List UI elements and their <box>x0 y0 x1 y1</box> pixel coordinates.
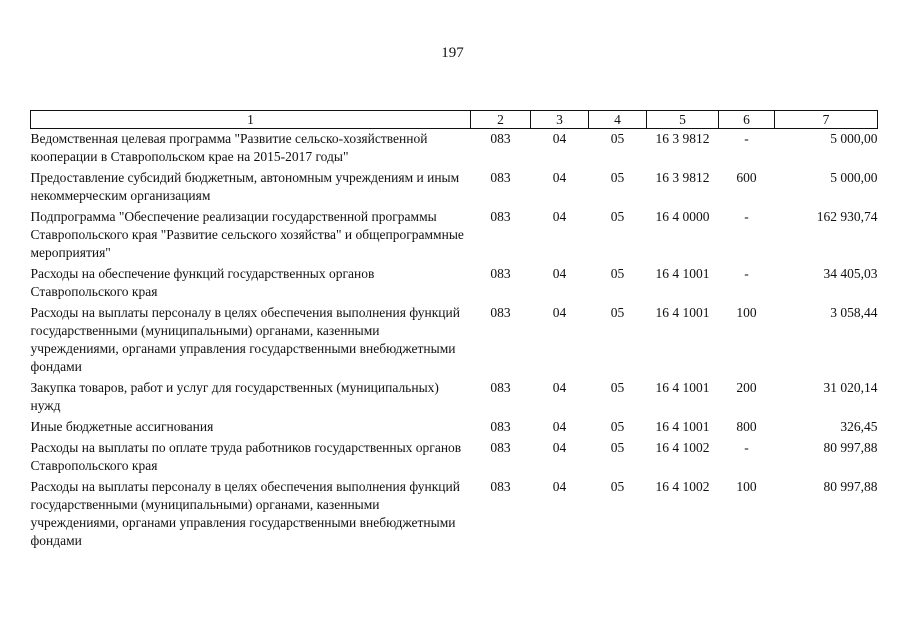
table-row <box>31 477 878 552</box>
subsection-code: 05 <box>610 419 625 434</box>
table-row <box>31 168 878 207</box>
ministry-code: 083 <box>490 266 511 281</box>
section-code: 04 <box>552 380 567 395</box>
expense-type-code: 100 <box>736 305 757 320</box>
target-article-code: 16 4 1002 <box>655 479 710 494</box>
amount: 31 020,14 <box>823 380 878 395</box>
expense-type-code: - <box>744 440 749 455</box>
amount: 5 000,00 <box>830 170 878 185</box>
section-code: 04 <box>552 440 567 455</box>
target-article-code: 16 4 1001 <box>655 380 710 395</box>
item-name: Расходы на выплаты персоналу в целях обеспечения выполнения функций государственными (муниципальными) органами, казенными учреждениями, органами управления государственными внебюджетными фондами <box>30 305 460 374</box>
item-name: Расходы на выплаты по оплате труда работников государственных органов Ставропольского края <box>30 440 462 473</box>
expense-type-code: - <box>744 209 749 224</box>
subsection-code: 05 <box>610 209 625 224</box>
amount: 162 930,74 <box>816 209 878 224</box>
section-code: 04 <box>552 419 567 434</box>
item-name: Иные бюджетные ассигнования <box>30 419 214 434</box>
subsection-code: 05 <box>610 440 625 455</box>
section-code: 04 <box>552 305 567 320</box>
subsection-code: 05 <box>610 380 625 395</box>
ministry-code: 083 <box>490 440 511 455</box>
column-header-5: 5 <box>647 111 719 129</box>
target-article-code: 16 3 9812 <box>655 131 710 146</box>
column-header-1: 1 <box>31 111 471 129</box>
subsection-code: 05 <box>610 170 625 185</box>
section-code: 04 <box>552 131 567 146</box>
item-name: Расходы на обеспечение функций государственных органов Ставропольского края <box>30 266 375 299</box>
target-article-code: 16 4 1002 <box>655 440 710 455</box>
item-name: Подпрограмма "Обеспечение реализации государственной программы Ставропольского края "Развитие сельского хозяйства" и общепрограммные мероприятия" <box>30 209 464 260</box>
expense-type-code: 200 <box>736 380 757 395</box>
item-name: Закупка товаров, работ и услуг для государственных (муниципальных) нужд <box>30 380 439 413</box>
section-code: 04 <box>552 479 567 494</box>
amount: 80 997,88 <box>823 440 878 455</box>
table-row <box>31 438 878 477</box>
table-row <box>31 378 878 417</box>
target-article-code: 16 4 1001 <box>655 266 710 281</box>
target-article-code: 16 4 1001 <box>655 419 710 434</box>
subsection-code: 05 <box>610 305 625 320</box>
table-row <box>31 264 878 303</box>
amount: 3 058,44 <box>830 305 878 320</box>
page-number: 197 <box>441 45 464 61</box>
item-name: Ведомственная целевая программа "Развитие сельско-хозяйственной кооперации в Ставропольском крае на 2015-2017 годы" <box>30 131 428 164</box>
expense-type-code: - <box>744 266 749 281</box>
expense-type-code: 800 <box>736 419 757 434</box>
column-header-3: 3 <box>531 111 589 129</box>
amount: 34 405,03 <box>823 266 878 281</box>
expense-type-code: - <box>744 131 749 146</box>
target-article-code: 16 4 1001 <box>655 305 710 320</box>
column-header-4: 4 <box>589 111 647 129</box>
target-article-code: 16 4 0000 <box>655 209 710 224</box>
expense-type-code: 100 <box>736 479 757 494</box>
budget-table <box>30 110 878 552</box>
section-code: 04 <box>552 170 567 185</box>
table-row <box>31 417 878 438</box>
subsection-code: 05 <box>610 266 625 281</box>
target-article-code: 16 3 9812 <box>655 170 710 185</box>
amount: 326,45 <box>840 419 878 434</box>
subsection-code: 05 <box>610 479 625 494</box>
amount: 80 997,88 <box>823 479 878 494</box>
ministry-code: 083 <box>490 170 511 185</box>
expense-type-code: 600 <box>736 170 757 185</box>
section-code: 04 <box>552 266 567 281</box>
column-header-7: 7 <box>775 111 878 129</box>
amount: 5 000,00 <box>830 131 878 146</box>
column-header-6: 6 <box>719 111 775 129</box>
ministry-code: 083 <box>490 209 511 224</box>
item-name: Расходы на выплаты персоналу в целях обеспечения выполнения функций государственными (муниципальными) органами, казенными учреждениями, органами управления государственными внебюджетными фондами <box>30 479 460 548</box>
ministry-code: 083 <box>490 479 511 494</box>
table-header-row <box>31 111 878 129</box>
table-row <box>31 207 878 264</box>
table-row <box>31 303 878 378</box>
ministry-code: 083 <box>490 419 511 434</box>
ministry-code: 083 <box>490 380 511 395</box>
subsection-code: 05 <box>610 131 625 146</box>
ministry-code: 083 <box>490 131 511 146</box>
item-name: Предоставление субсидий бюджетным, автономным учреждениям и иным некоммерческим организациям <box>30 170 460 203</box>
table-row <box>31 129 878 169</box>
column-header-2: 2 <box>471 111 531 129</box>
ministry-code: 083 <box>490 305 511 320</box>
section-code: 04 <box>552 209 567 224</box>
